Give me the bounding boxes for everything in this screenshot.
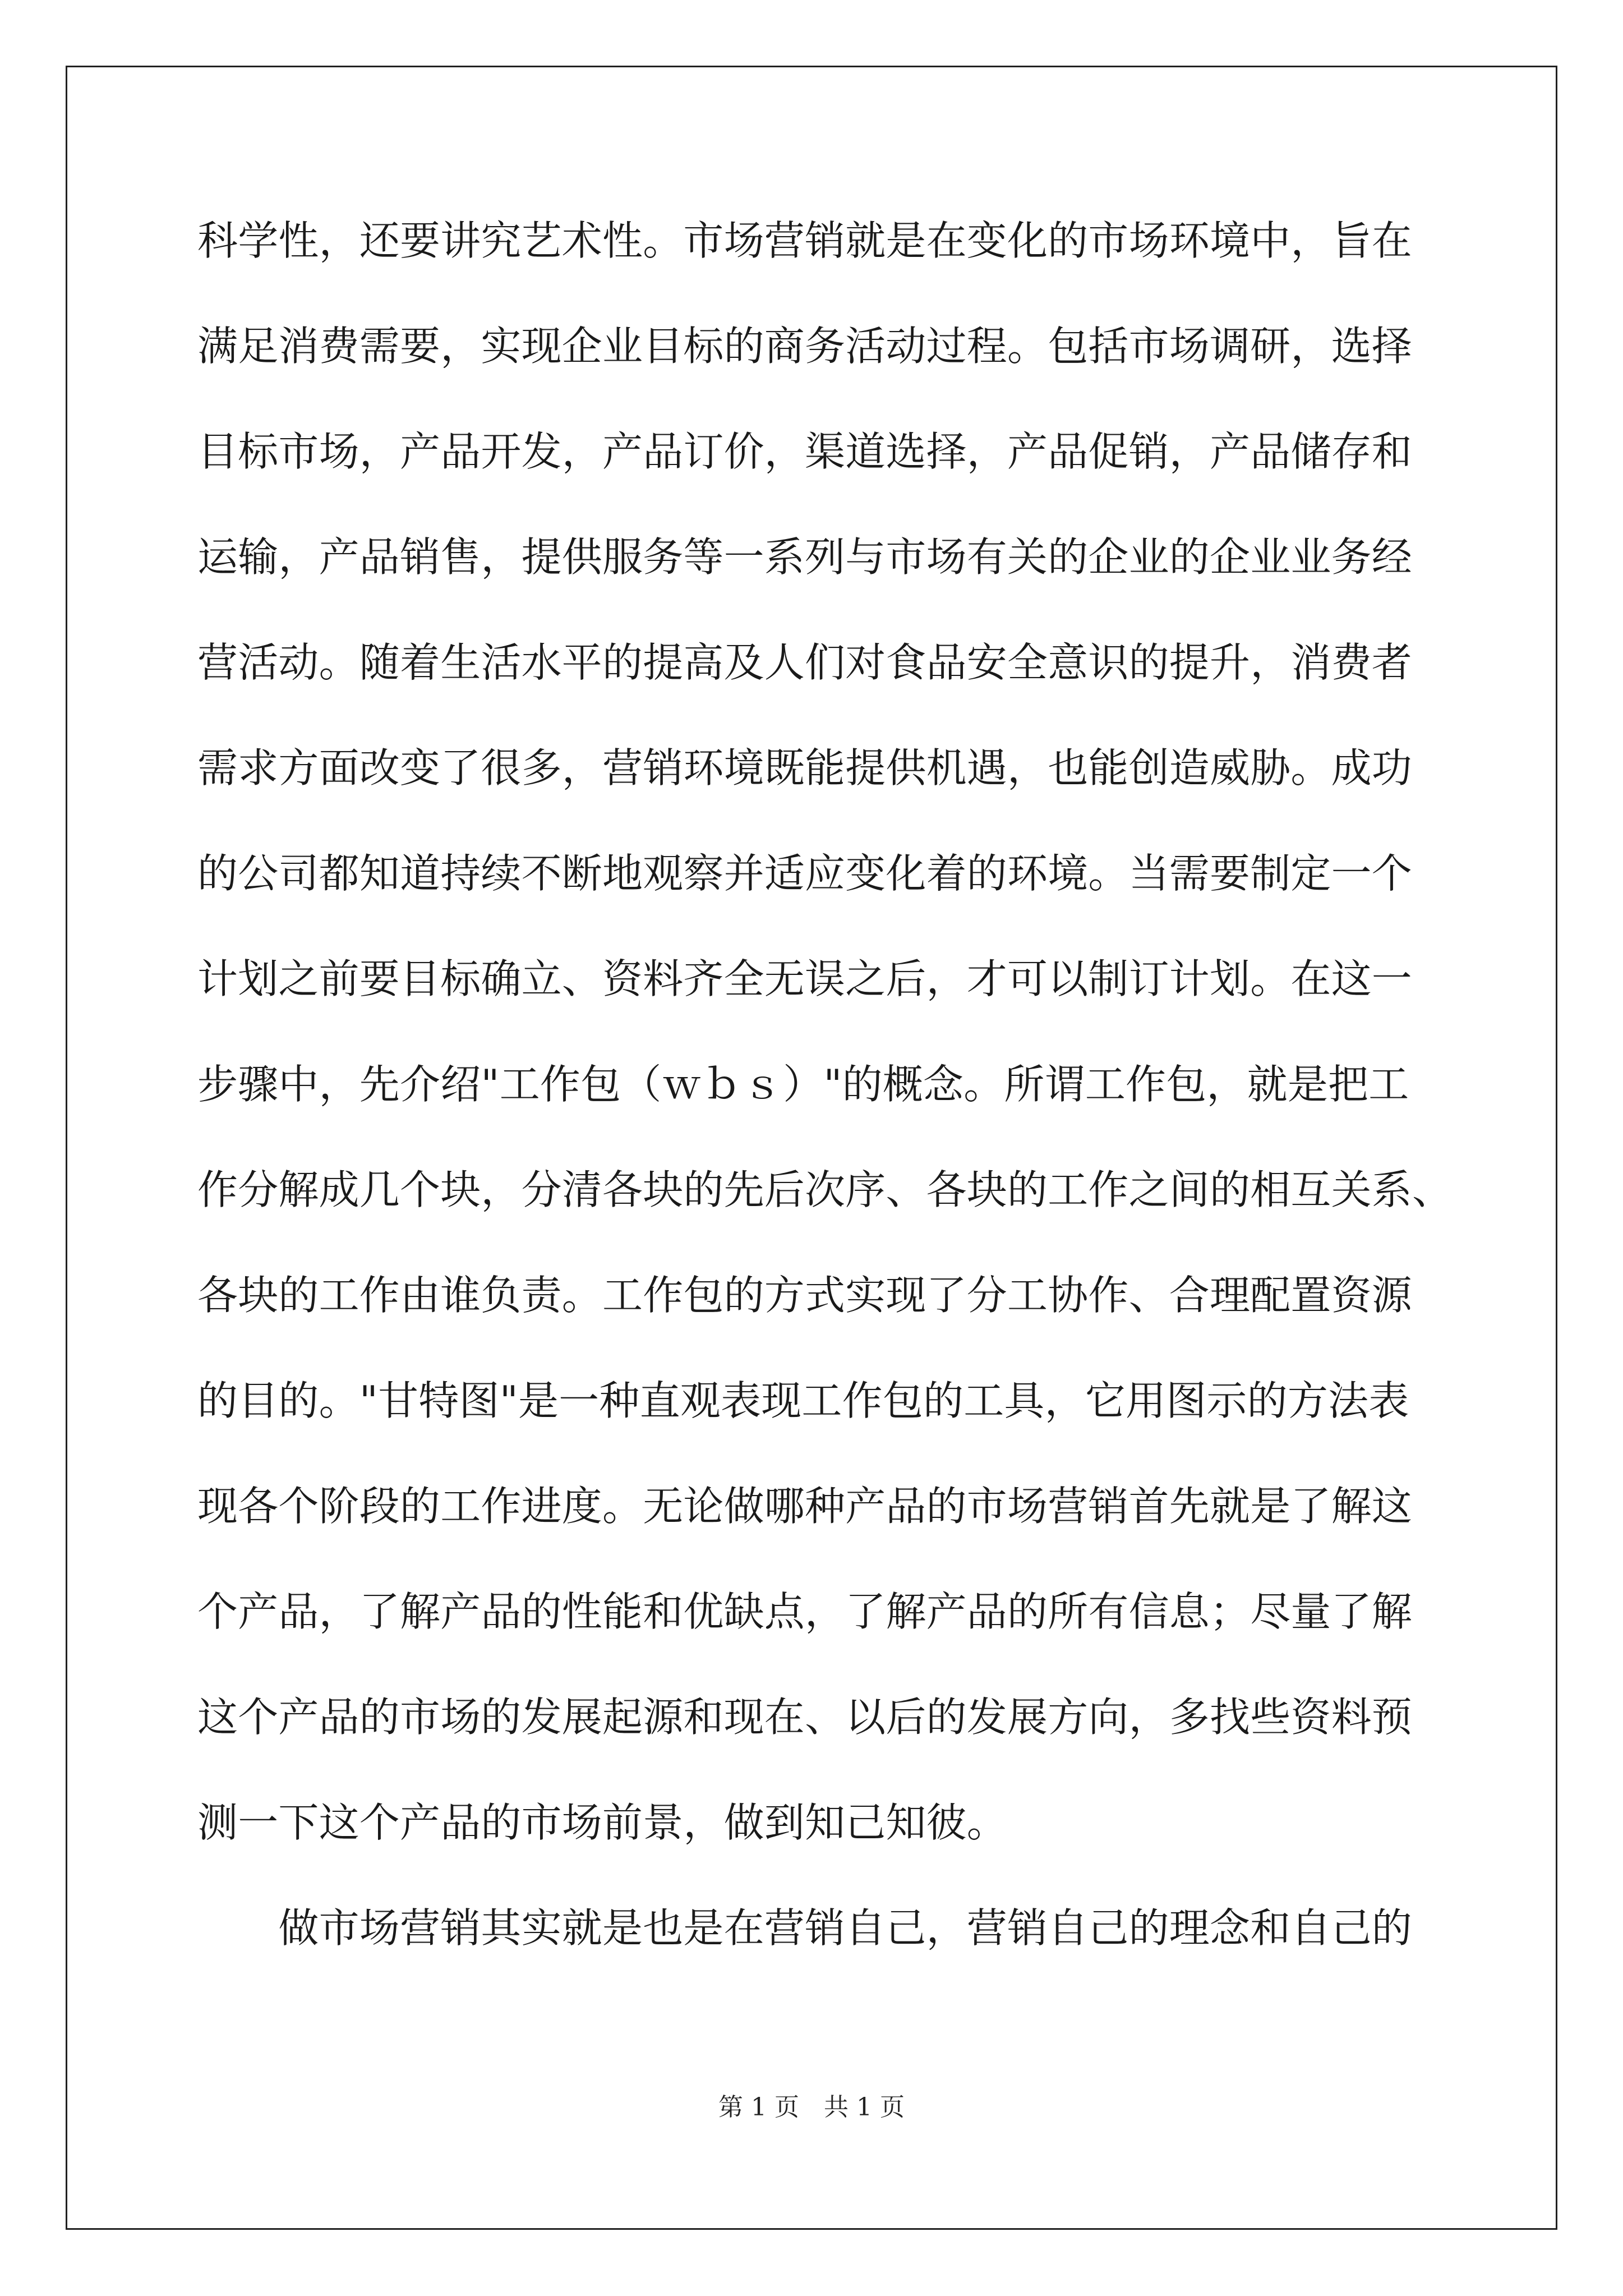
text-line: 科学性，还要讲究艺术性。市场营销就是在变化的市场环境中，旨在 <box>197 217 1413 264</box>
text-line: 营活动。随着生活水平的提高及人们对食品安全意识的提升，消费者 <box>197 639 1413 686</box>
text-line: 个产品，了解产品的性能和优缺点，了解产品的所有信息；尽量了解 <box>197 1588 1413 1635</box>
text-line: 作分解成几个块，分清各块的先后次序、各块的工作之间的相互关系、 <box>197 1166 1453 1213</box>
text-line: 的公司都知道持续不断地观察并适应变化着的环境。当需要制定一个 <box>197 850 1413 897</box>
text-line: 的目的。"甘特图"是一种直观表现工作包的工具，它用图示的方法表 <box>197 1377 1409 1424</box>
text-line: 各块的工作由谁负责。工作包的方式实现了分工协作、合理配置资源 <box>197 1272 1413 1319</box>
text-line: 计划之前要目标确立、资料齐全无误之后，才可以制订计划。在这一 <box>197 955 1413 1002</box>
text-line: 运输，产品销售，提供服务等一系列与市场有关的企业的企业业务经 <box>197 533 1413 581</box>
page-footer: 第 1 页 共 1 页 <box>718 2093 905 2122</box>
text-line: 目标市场，产品开发，产品订价，渠道选择，产品促销，产品储存和 <box>197 428 1413 475</box>
text-line: 这个产品的市场的发展起源和现在、以后的发展方向，多找些资料预 <box>197 1694 1413 1741</box>
text-line: 现各个阶段的工作进度。无论做哪种产品的市场营销首先就是了解这 <box>197 1483 1413 1530</box>
text-line: 需求方面改变了很多，营销环境既能提供机遇，也能创造威胁。成功 <box>197 744 1413 792</box>
text-line: 满足消费需要，实现企业目标的商务活动过程。包括市场调研，选择 <box>197 323 1413 370</box>
body-text <box>197 217 1476 2013</box>
text-line: 步骤中，先介绍"工作包（ｗｂｓ）"的概念。所谓工作包，就是把工 <box>197 1061 1409 1108</box>
text-line: 做市场营销其实就是也是在营销自己，营销自己的理念和自己的 <box>197 1904 1413 1952</box>
text-line: 测一下这个产品的市场前景，做到知己知彼。 <box>197 1799 1008 1846</box>
